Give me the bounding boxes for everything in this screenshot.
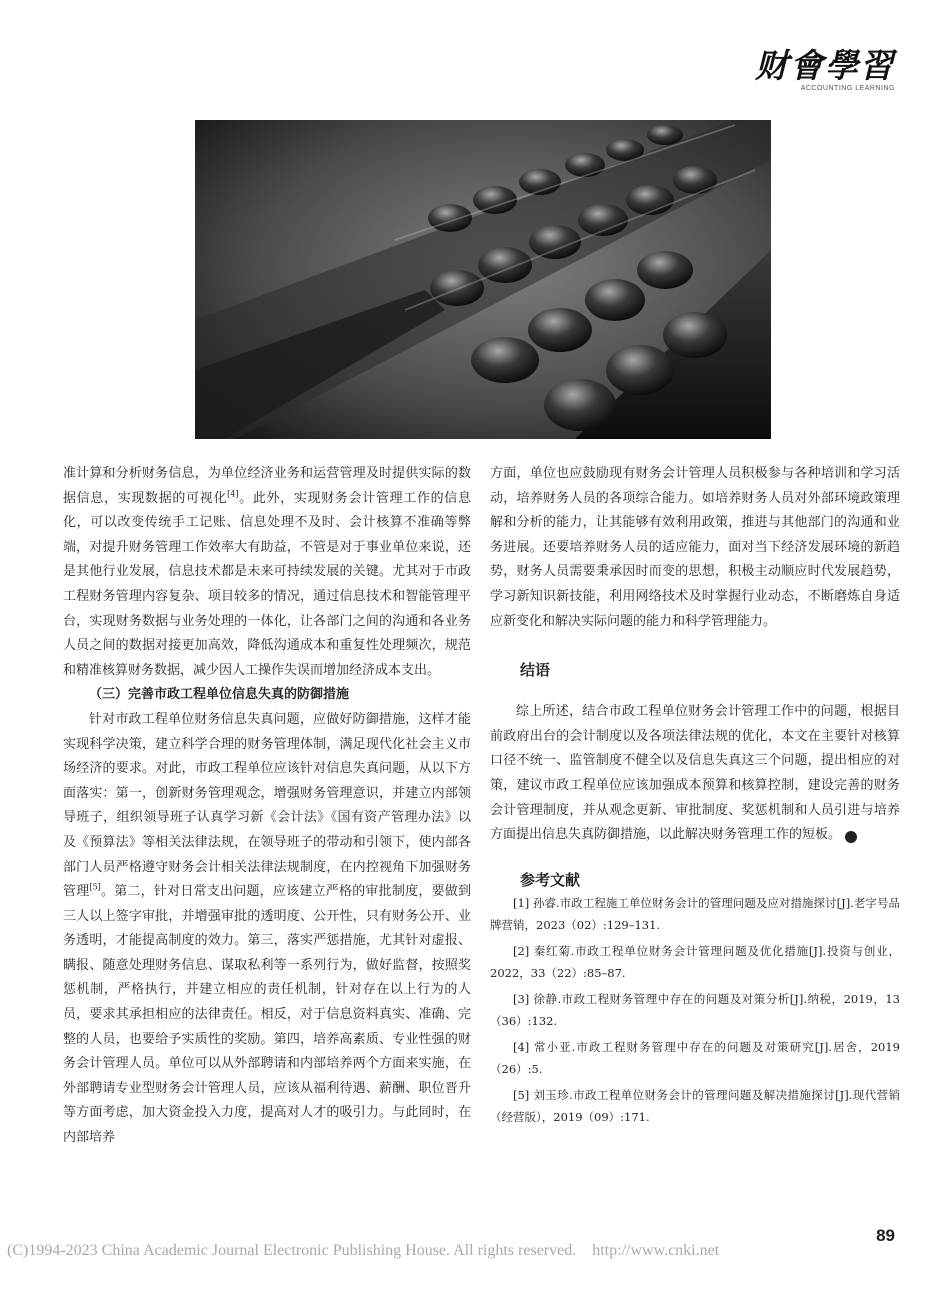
reference-item: [3] 徐静.市政工程财务管理中存在的问题及对策分析[J].纳税，2019，13（36）:132.: [490, 991, 900, 1029]
copyright-footer: (C)1994-2023 China Academic Journal Electronic Publishing House. All rights reserved. http://www.cnki.net: [7, 1242, 720, 1259]
end-of-article-icon: W: [845, 831, 857, 843]
paragraph: 准计算和分析财务信息，为单位经济业务和运营管理及时提供实际的数据信息，实现数据的可视化[4]。此外，实现财务会计管理工作的信息化，可以改变传统手工记账、信息处理不及时、会计核算不准确等弊端，对提升财务管理工作效率大有助益，不管是对于事业单位来说，还是其他行业发展，信息技术都是未来可持续发展的关键。尤其对于市政工程财务管理内容复杂、项目较多的情况，通过信息技术和智能管理平台，实现财务数据与业务处理的一体化，让各部门之间的沟通和各业务人员之间的数据对接更加高效，降低沟通成本和重复性处理频次，规范和精准核算财务数据，减少因人工操作失误而增加经济成本支出。: [63, 466, 471, 678]
paragraph: 针对市政工程单位财务信息失真问题，应做好防御措施，这样才能实现科学决策，建立科学合理的财务管理体制，满足现代化社会主义市场经济的要求。对此，市政工程单位应该针对信息失真问题，从以下方面落实：第一，创新财务管理观念，增强财务管理意识，并建立内部领导班子，组织领导班子认真学习新《会计法》《国有资产管理办法》以及《预算法》等相关法律法规，在领导班子的带动和引领下，使内部各部门人员严格遵守财务会计相关法律法规制度，在内控视角下加强财务管理[5]。第二，针对日常支出问题，应该建立严格的审批制度，要做到三人以上签字审批，并增强审批的透明度、公开性，只有财务公开、业务透明，才能提高制度的效力。第三，落实严惩措施，尤其针对虚报、瞒报、随意处理财务信息、谋取私利等一系列行为，做好监督，按照奖惩机制，严格执行，并建立相应的责任机制，针对存在以上行为的人员，要求其承担相应的法律责任。相反，对于信息资料真实、准确、完整的人员，也要给予实质性的奖励。第四，培养高素质、专业性强的财务会计管理人员。单位可以从外部聘请和内部培养两个方面来实施，在外部聘请专业型财务会计管理人员，应该从福利待遇、薪酬、职位晋升等方面考虑，加大资金投入力度，提高对人才的吸引力。与此同时，在内部培养: [63, 711, 471, 1146]
citation-ref: [4]: [227, 489, 239, 499]
left-column: [63, 462, 471, 1151]
conclusion-heading: 结语: [520, 661, 551, 680]
reference-item: [4] 常小亚.市政工程财务管理中存在的问题及对策研究[J].居舍，2019（26）:5.: [490, 1039, 900, 1077]
right-column: [490, 462, 900, 1132]
section-subheading: （三）完善市政工程单位信息失真的防御措施: [89, 687, 350, 703]
references-heading: 参考文献: [520, 870, 581, 889]
paragraph: 综上所述，结合市政工程单位财务会计管理工作中的问题，根据目前政府出台的会计制度以及各项法律法规的优化，本文在主要针对核算口径不统一、监管制度不健全以及信息失真这三个问题，提出相应的对策，建议市政工程单位应该加强成本预算和核算控制，建设完善的财务会计管理制度，并从观念更新、审批制度、奖惩机制和人员引进与培养方面提出信息失真防御措施，以此解决财务管理工作的短板。 W: [490, 704, 900, 843]
reference-list: [490, 892, 900, 1129]
page-number: 89: [876, 1226, 895, 1245]
journal-name-english: ACCOUNTING LEARNING: [800, 85, 895, 92]
reference-item: [2] 秦红菊.市政工程单位财务会计管理问题及优化措施[J].投资与创业，2022，33（22）:85–87.: [490, 943, 900, 981]
reference-item: [1] 孙睿.市政工程施工单位财务会计的管理问题及应对措施探讨[J].老字号品牌营销，2023（02）:129–131.: [490, 895, 900, 933]
citation-ref: [5]: [89, 882, 101, 892]
abacus-photo: [195, 120, 771, 439]
journal-brand: [755, 48, 895, 92]
reference-item: [5] 刘玉珍.市政工程单位财务会计的管理问题及解决措施探讨[J].现代营销（经营版），2019（09）:171.: [490, 1087, 900, 1125]
journal-name-chinese: 财會學習: [755, 46, 895, 85]
paragraph: 方面，单位也应鼓励现有财务会计管理人员积极参与各种培训和学习活动，培养财务人员的各项综合能力。如培养财务人员对外部环境政策理解和分析的能力，让其能够有效利用政策，推进与其他部门的沟通和业务进展。还要培养财务人员的适应能力，面对当下经济发展环境的新趋势，财务人员需要秉承因时而变的思想，积极主动顺应时代发展趋势，学习新知识新技能，利用网络技术及时掌握行业动态，不断磨炼自身适应新变化和解决实际问题的能力和科学管理能力。: [490, 466, 900, 629]
